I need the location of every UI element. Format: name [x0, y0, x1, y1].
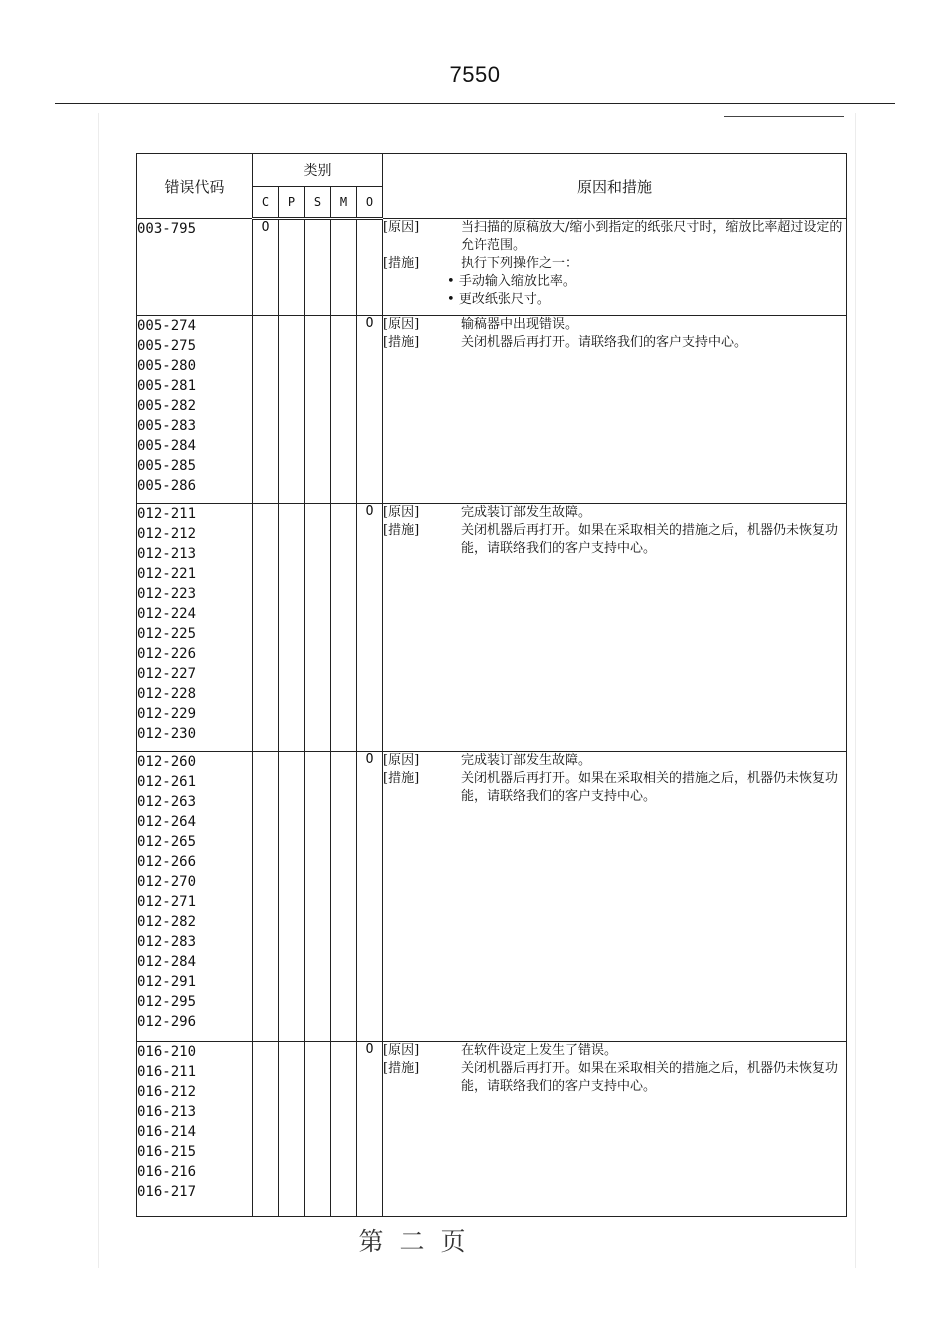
- error-rows: [137, 219, 847, 1217]
- cause-row: [383, 504, 846, 522]
- cause-action-cell: [383, 219, 847, 316]
- category-flag-o: O: [357, 1042, 383, 1217]
- page-number: 第二页: [358, 1227, 482, 1256]
- action-bullet: • 更改纸张尺寸。: [447, 292, 550, 307]
- error-code: 003-795: [137, 221, 197, 237]
- error-code: 012-282: [137, 914, 197, 930]
- error-code: 005-284: [137, 438, 197, 454]
- error-code: 012-295: [137, 994, 197, 1010]
- action-text: 关闭机器后再打开。如果在采取相关的措施之后，机器仍未恢复功能，请联络我们的客户支持中心。: [461, 1061, 839, 1094]
- column-header-category: 类别: [253, 154, 383, 187]
- error-row: [137, 219, 847, 316]
- action-label: [措施]: [383, 1061, 420, 1076]
- error-code: 005-275: [137, 338, 197, 354]
- error-row: [137, 1042, 847, 1217]
- cause-text: 完成装订部发生故障。: [461, 505, 592, 520]
- cause-text: 在软件设定上发生了错误。: [461, 1043, 618, 1058]
- cause-label: [原因]: [383, 753, 420, 768]
- action-row: [383, 522, 846, 558]
- action-bullet: • 手动输入缩放比率。: [447, 274, 576, 289]
- category-flag-s: [305, 752, 331, 1042]
- category-flag-p: [279, 316, 305, 504]
- column-header-error-code: 错误代码: [137, 154, 253, 219]
- error-code: 016-217: [137, 1184, 197, 1200]
- scan-top-rule: [724, 116, 844, 117]
- header-divider: [55, 103, 895, 104]
- action-text: 关闭机器后再打开。如果在采取相关的措施之后，机器仍未恢复功能，请联络我们的客户支持中心。: [461, 771, 839, 804]
- action-row: [383, 1060, 846, 1096]
- action-row: [383, 334, 846, 352]
- category-flag-c: [253, 504, 279, 752]
- category-flag-p: [279, 219, 305, 316]
- category-flag-o: O: [357, 752, 383, 1042]
- category-flag-c: [253, 752, 279, 1042]
- category-flag-o: [357, 219, 383, 316]
- error-code: 012-228: [137, 686, 197, 702]
- category-flag-m: [331, 504, 357, 752]
- cause-row: [383, 219, 846, 255]
- error-row: [137, 316, 847, 504]
- cause-row: [383, 316, 846, 334]
- category-flag-c: [253, 316, 279, 504]
- action-row: [383, 255, 846, 273]
- cause-row: [383, 1042, 846, 1060]
- error-code: 012-221: [137, 566, 197, 582]
- error-code: 012-270: [137, 874, 197, 890]
- cause-action-cell: [383, 504, 847, 752]
- category-flag-s: [305, 219, 331, 316]
- error-code: 005-281: [137, 378, 197, 394]
- action-text: 关闭机器后再打开。请联络我们的客户支持中心。: [461, 335, 748, 350]
- cause-action-cell: [383, 316, 847, 504]
- column-header-cause-and-action: 原因和措施: [383, 154, 847, 219]
- error-code: 016-212: [137, 1084, 197, 1100]
- error-code: 016-216: [137, 1164, 197, 1180]
- document-title: 7550: [449, 62, 501, 87]
- cause-row: [383, 752, 846, 770]
- action-text: 关闭机器后再打开。如果在采取相关的措施之后，机器仍未恢复功能，请联络我们的客户支持中心。: [461, 523, 839, 556]
- action-label: [措施]: [383, 523, 420, 538]
- error-code-cell: [137, 504, 253, 752]
- cause-label: [原因]: [383, 505, 420, 520]
- cause-label: [原因]: [383, 317, 420, 332]
- error-code: 012-211: [137, 506, 197, 522]
- category-flag-m: [331, 752, 357, 1042]
- error-code-cell: [137, 219, 253, 316]
- category-flag-c: O: [253, 219, 279, 316]
- error-code: 012-263: [137, 794, 197, 810]
- error-code: 012-296: [137, 1014, 197, 1030]
- error-code: 012-261: [137, 774, 197, 790]
- error-code-cell: [137, 316, 253, 504]
- category-flag-p: [279, 752, 305, 1042]
- error-code: 012-291: [137, 974, 197, 990]
- category-flag-s: [305, 316, 331, 504]
- error-code: 012-213: [137, 546, 197, 562]
- error-code: 012-226: [137, 646, 197, 662]
- error-code: 012-212: [137, 526, 197, 542]
- action-label: [措施]: [383, 256, 420, 271]
- error-code: 005-283: [137, 418, 197, 434]
- action-row: [383, 770, 846, 806]
- category-flag-p: [279, 504, 305, 752]
- error-code: 012-284: [137, 954, 197, 970]
- error-code: 012-264: [137, 814, 197, 830]
- error-code: 012-271: [137, 894, 197, 910]
- error-code: 005-286: [137, 478, 197, 494]
- error-code-cell: [137, 752, 253, 1042]
- error-code: 012-225: [137, 626, 197, 642]
- error-code: 016-213: [137, 1104, 197, 1120]
- error-code: 005-282: [137, 398, 197, 414]
- category-flag-m: [331, 1042, 357, 1217]
- category-letter-s: S: [305, 187, 331, 219]
- action-label: [措施]: [383, 335, 420, 350]
- error-row: [137, 504, 847, 752]
- error-code-table: [136, 153, 847, 1217]
- error-code: 005-285: [137, 458, 197, 474]
- error-code: 016-215: [137, 1144, 197, 1160]
- category-letter-m: M: [331, 187, 357, 219]
- cause-text: 完成装订部发生故障。: [461, 753, 592, 768]
- category-letter-p: P: [279, 187, 305, 219]
- error-code: 012-227: [137, 666, 197, 682]
- error-code: 012-283: [137, 934, 197, 950]
- cause-action-cell: [383, 1042, 847, 1217]
- category-flag-s: [305, 1042, 331, 1217]
- cause-text: 输稿器中出现错误。: [461, 317, 579, 332]
- category-flag-o: O: [357, 316, 383, 504]
- error-code: 012-224: [137, 606, 197, 622]
- category-letter-c: C: [253, 187, 279, 219]
- cause-label: [原因]: [383, 220, 420, 235]
- action-label: [措施]: [383, 771, 420, 786]
- error-row: [137, 752, 847, 1042]
- cause-action-cell: [383, 752, 847, 1042]
- action-text: 执行下列操作之一：: [461, 256, 579, 271]
- error-code: 005-274: [137, 318, 197, 334]
- category-flag-m: [331, 219, 357, 316]
- error-code-cell: [137, 1042, 253, 1217]
- cause-text: 当扫描的原稿放大/缩小到指定的纸张尺寸时，缩放比率超过设定的允许范围。: [461, 220, 843, 253]
- error-code: 012-223: [137, 586, 197, 602]
- category-flag-c: [253, 1042, 279, 1217]
- error-code: 012-265: [137, 834, 197, 850]
- cause-label: [原因]: [383, 1043, 420, 1058]
- category-flag-o: O: [357, 504, 383, 752]
- error-code: 016-214: [137, 1124, 197, 1140]
- error-code: 012-230: [137, 726, 197, 742]
- error-code: 005-280: [137, 358, 197, 374]
- error-code: 016-211: [137, 1064, 197, 1080]
- category-flag-m: [331, 316, 357, 504]
- error-code: 016-210: [137, 1044, 197, 1060]
- error-code: 012-260: [137, 754, 197, 770]
- category-flag-p: [279, 1042, 305, 1217]
- category-letter-o: O: [357, 187, 383, 219]
- error-code: 012-266: [137, 854, 197, 870]
- error-code: 012-229: [137, 706, 197, 722]
- category-flag-s: [305, 504, 331, 752]
